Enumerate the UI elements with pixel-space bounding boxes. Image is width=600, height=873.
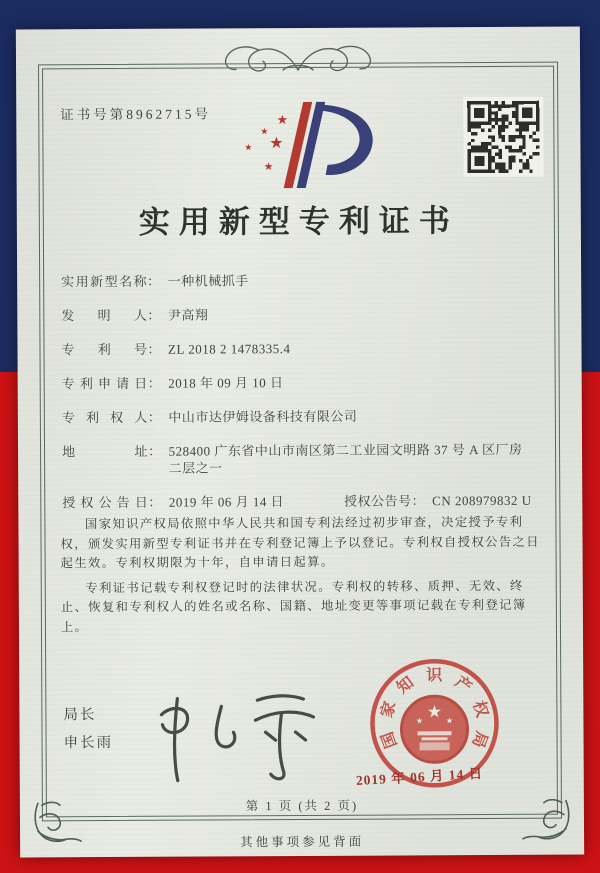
legal-paragraphs — [60, 513, 549, 643]
field-value: ZL 2018 2 1478335.4 — [167, 341, 291, 357]
field-colon: ： — [147, 307, 161, 323]
field-value: CN 208979832 U — [432, 492, 532, 509]
field-label: 实用新型名称 — [61, 273, 148, 290]
field-value: 中山市达伊姆设备科技有限公司 — [168, 408, 358, 425]
svg-text:家: 家 — [378, 699, 400, 720]
svg-text:国: 国 — [379, 729, 401, 751]
field-row — [62, 492, 548, 512]
field-value: 2018 年 09 月 10 日 — [168, 375, 284, 391]
field-row — [344, 492, 532, 510]
page-number: 第 1 页 (共 2 页) — [245, 798, 359, 814]
svg-text:★: ★ — [263, 160, 274, 174]
field-colon: ： — [148, 443, 162, 459]
qr-code — [463, 97, 543, 177]
svg-text:★: ★ — [269, 133, 284, 153]
seal-date: 2019 年 06 月 14 日 — [355, 765, 484, 789]
signature-handwriting — [137, 680, 338, 796]
field-row — [61, 339, 547, 359]
svg-text:★: ★ — [260, 127, 269, 138]
svg-text:局: 局 — [468, 728, 490, 750]
field-row — [61, 305, 547, 325]
logo-p-bowl — [322, 105, 373, 175]
field-colon: ： — [147, 409, 162, 425]
field-value: 一种机械抓手 — [167, 273, 249, 289]
svg-text:★: ★ — [415, 716, 424, 726]
svg-text:识: 识 — [426, 667, 443, 685]
field-colon: ： — [148, 494, 162, 510]
field-value: 尹高翔 — [167, 307, 209, 323]
field-label: 专利申请日 — [61, 375, 148, 392]
svg-text:产: 产 — [451, 673, 475, 697]
fields-section — [61, 271, 548, 529]
field-colon: ： — [147, 375, 162, 391]
field-value: 528400 广东省中山市南区第二工业园文明路 37 号 A 区厂房 二层之一 — [168, 441, 523, 476]
field-label: 专利权人 — [61, 409, 148, 426]
svg-text:★: ★ — [244, 143, 253, 154]
svg-text:★: ★ — [426, 702, 443, 723]
legal-paragraph: 国家知识产权局依照中华人民共和国专利法经过初步审查，决定授予专利权，颁发实用新型专利证书并在专利登记簿上予以登记。专利权自授权公告之日起生效。专利权期限为十年，自申请日起算。 — [60, 514, 540, 571]
field-label: 授权公告日 — [62, 494, 149, 511]
field-row — [62, 373, 548, 393]
field-label: 地址 — [62, 443, 149, 460]
officer-name: 申长雨 — [63, 734, 114, 752]
svg-text:★: ★ — [276, 113, 289, 129]
certificate-paper — [16, 27, 584, 858]
officer-block — [63, 701, 113, 757]
field-colon: ： — [147, 273, 161, 289]
seal-national-emblem — [401, 696, 467, 762]
field-label: 授权公告号 — [344, 493, 412, 509]
field-label: 发明人 — [61, 307, 148, 324]
field-label: 专利号 — [61, 341, 148, 358]
officer-title: 局长 — [63, 707, 97, 724]
certificate-title: 实用新型专利证书 — [138, 203, 459, 240]
top-flourish-ornament — [193, 39, 403, 80]
legal-paragraph: 专利证书记载专利权登记时的法律状况。专利权的转移、质押、无效、终止、恢复和专利权人的姓名或名称、国籍、地址变更等事项记载在专利登记簿上。 — [60, 578, 527, 634]
back-note: 其他事项参见背面 — [240, 834, 365, 850]
field-value: 2019 年 06 月 14 日 — [168, 494, 285, 510]
field-colon: ： — [147, 341, 162, 357]
field-row — [61, 271, 547, 291]
field-colon: ： — [411, 493, 426, 509]
logo-stars — [244, 113, 288, 173]
svg-text:权: 权 — [469, 699, 491, 720]
svg-text:★: ★ — [445, 716, 454, 726]
field-row — [62, 441, 548, 478]
field-row — [62, 407, 548, 427]
certificate-number: 证书号第8962715号 — [60, 106, 212, 123]
cnipa-logo — [234, 98, 384, 194]
svg-text:知: 知 — [394, 673, 418, 698]
